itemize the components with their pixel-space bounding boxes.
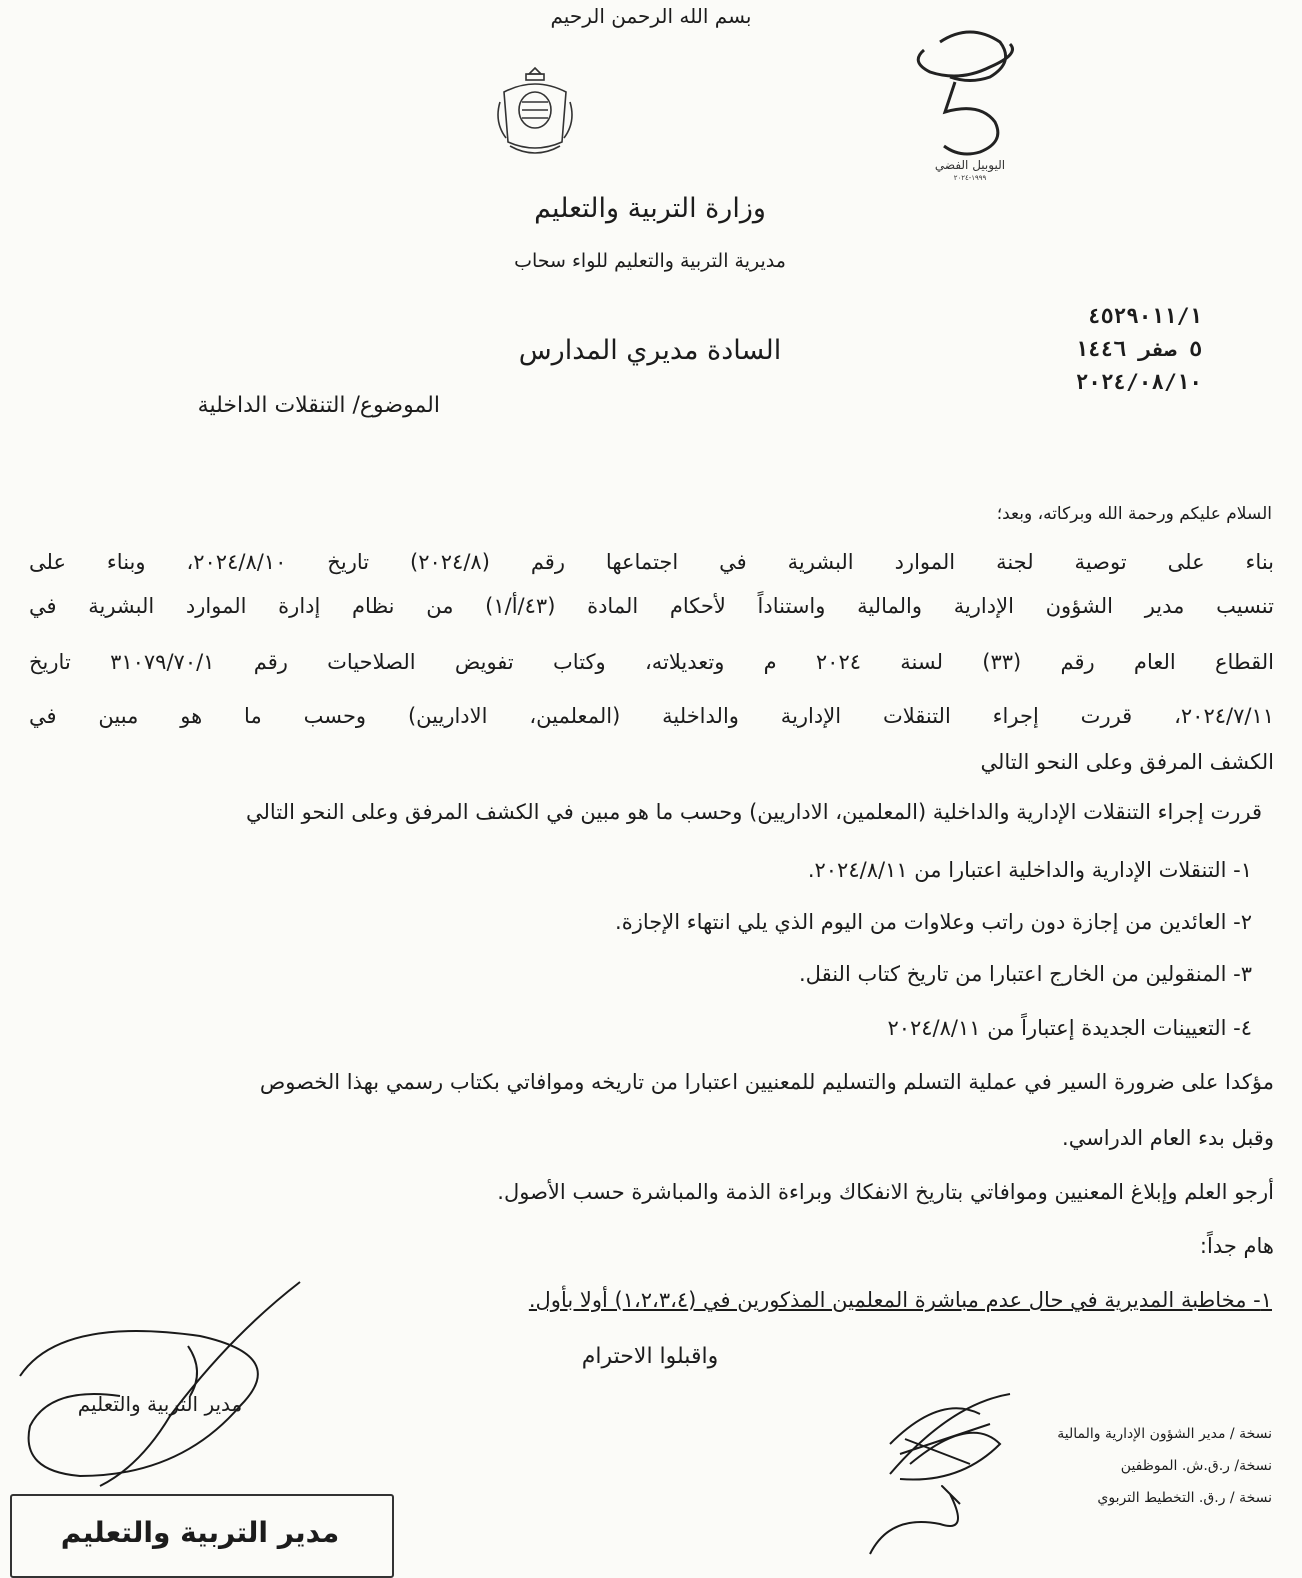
reference-number: ٤٥٢٩٠١١/١: [1088, 304, 1202, 328]
body-line: ٢٠٢٤/٧/١١، قررت إجراء التنقلات الإدارية والداخلية (المعلمين، الاداريين) وحسب ما هو مبين في: [29, 704, 1274, 728]
body-line: أرجو العلم وإبلاغ المعنيين وموافاتي بتاريخ الانفكاك وبراءة الذمة والمباشرة حسب الأصول.: [497, 1180, 1274, 1204]
important-label: هام جداً:: [1199, 1234, 1274, 1258]
subject-line: الموضوع/ التنقلات الداخلية: [197, 393, 440, 418]
body-line: بناء على توصية لجنة الموارد البشرية في اجتماعها رقم (٢٠٢٤/٨) تاريخ ٢٠٢٤/٨/١٠، وبناء على: [29, 550, 1274, 574]
list-item: ٤- التعيينات الجديدة إعتباراً من ٢٠٢٤/٨/١١: [887, 1016, 1252, 1040]
decision-line: قررت إجراء التنقلات الإدارية والداخلية (المعلمين، الاداريين) وحسب ما هو مبين في الكشف المرفق وعلى النحو التالي: [246, 800, 1262, 824]
logo-text: اليوبيل الفضي: [934, 158, 1006, 172]
list-item: ٢- العائدين من إجازة دون راتب وعلاوات من اليوم الذي يلي انتهاء الإجازة.: [615, 910, 1252, 934]
body-line: تنسيب مدير الشؤون الإدارية والمالية واستناداً لأحكام المادة (٤٣/أ/١) من نظام إدارة الموارد البشرية في: [29, 594, 1274, 618]
body-line: الكشف المرفق وعلى النحو التالي: [980, 750, 1274, 774]
reference-block: [1076, 300, 1202, 399]
important-item: ١- مخاطبة المديرية في حال عدم مباشرة المعلمين المذكورين في (١،٢،٣،٤) أولا بأول.: [528, 1288, 1272, 1312]
recipient: السادة مديري المدارس: [518, 335, 782, 366]
basmala: بسم الله الرحمن الرحيم: [550, 4, 752, 28]
copy-line: نسخة/ ر.ق.ش. الموظفين: [1120, 1458, 1272, 1474]
gregorian-date: ٢٠٢٤/٠٨/١٠: [1075, 370, 1202, 394]
body-line: مؤكدا على ضرورة السير في عملية التسلم والتسليم للمعنيين اعتبارا من تاريخه وموافاتي بكتاب رسمي بهذا الخصوص: [259, 1070, 1274, 1094]
ministry-name: وزارة التربية والتعليم: [534, 193, 766, 224]
body-line: القطاع العام رقم (٣٣) لسنة ٢٠٢٤ م وتعديلاته، وكتاب تفويض الصلاحيات رقم ٣١٠٧٩/٧٠/١ تاريخ: [29, 650, 1274, 674]
coat-of-arms-emblem: [490, 62, 580, 162]
list-item: ٣- المنقولين من الخارج اعتبارا من تاريخ كتاب النقل.: [799, 962, 1252, 986]
hijri-date: ٥ صفر ١٤٤٦: [1075, 337, 1202, 361]
copy-line: نسخة / مدير الشؤون الإدارية والمالية: [1057, 1426, 1272, 1442]
stamp-text: مدير التربية والتعليم: [60, 1516, 340, 1549]
copy-line: نسخة / ر.ق. التخطيط التربوي: [1097, 1490, 1272, 1506]
signature-scribble: [0, 1276, 330, 1496]
logo-years: ١٩٩٩-٢٠٢٤: [953, 174, 987, 182]
closing-phrase: واقبلوا الاحترام: [581, 1344, 719, 1369]
copies-list: [1057, 1418, 1272, 1514]
director-title: مدير التربية والتعليم: [77, 1392, 243, 1416]
initials-signature: [830, 1384, 1030, 1564]
list-item: ١- التنقلات الإدارية والداخلية اعتبارا من ٢٠٢٤/٨/١١.: [807, 858, 1252, 882]
silver-jubilee-logo: [900, 22, 1040, 182]
body-line: وقبل بدء العام الدراسي.: [1062, 1126, 1274, 1150]
greeting: السلام عليكم ورحمة الله وبركاته، وبعد؛: [996, 504, 1272, 524]
directorate-name: مديرية التربية والتعليم للواء سحاب: [514, 250, 786, 272]
